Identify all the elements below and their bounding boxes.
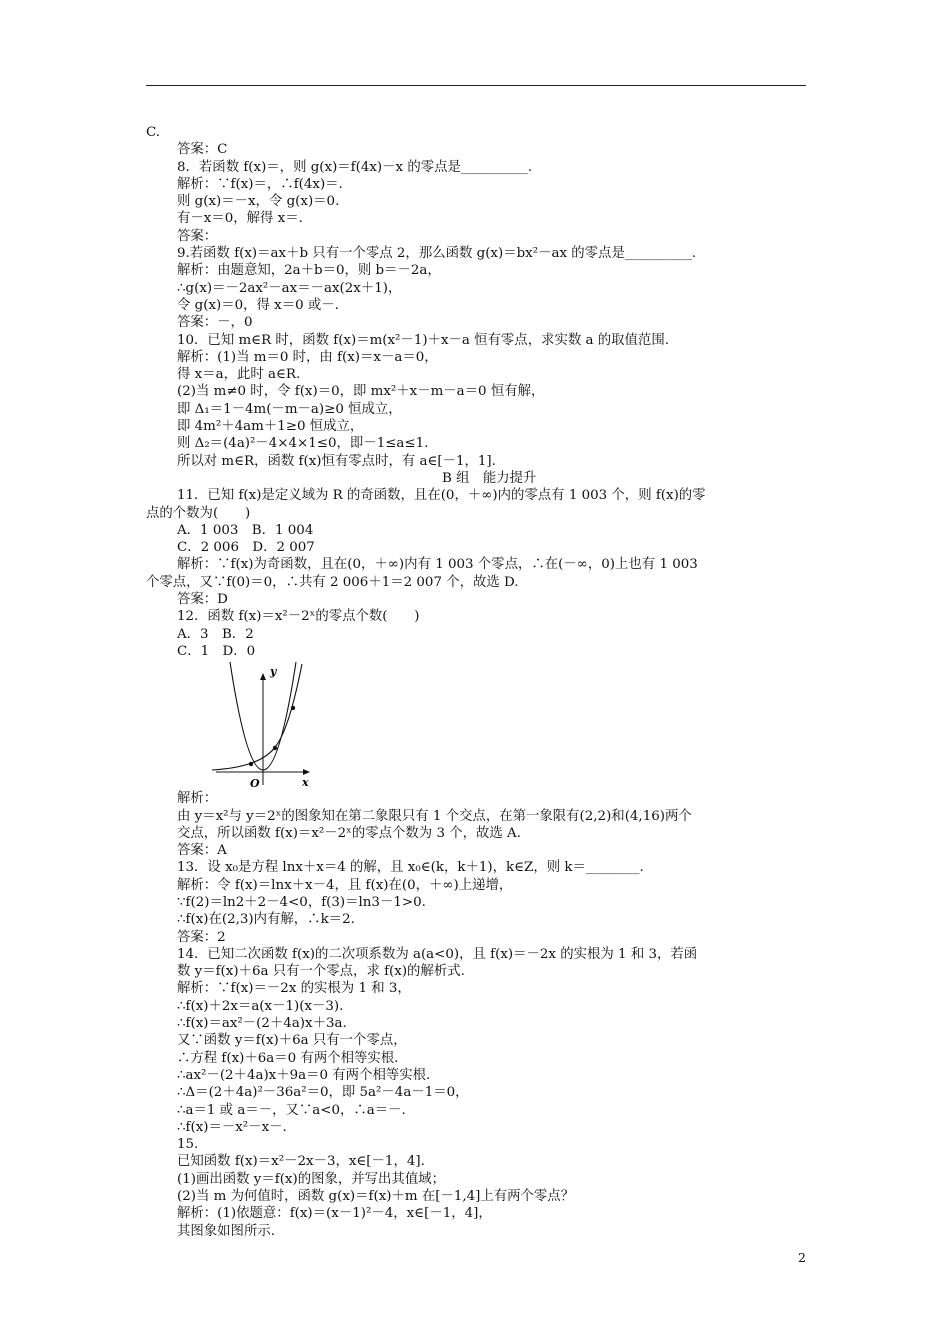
text-line: 解析：令 f(x)＝lnx＋x－4，且 f(x)在(0，＋∞)上递增， bbox=[177, 877, 513, 893]
text-line: 所以对 m∈R，函数 f(x)恒有零点时，有 a∈[－1，1]. bbox=[177, 453, 496, 469]
y-axis-arrow-icon bbox=[260, 673, 266, 680]
text-line: (2)当 m 为何值时，函数 g(x)＝f(x)＋m 在[－1,4]上有两个零点？ bbox=[177, 1189, 575, 1205]
text-line: 解析：∵f(x)为奇函数，且在(0，＋∞)内有 1 003 个零点，∴在(－∞，0)上也有 1 003 bbox=[177, 557, 698, 573]
text-line: 解析：∵f(x)＝，∴f(4x)＝. bbox=[177, 176, 343, 192]
text-line: C．2 006 D．2 007 bbox=[177, 540, 315, 556]
text-line: 其图象如图所示. bbox=[177, 1223, 275, 1239]
function-graph bbox=[206, 660, 316, 790]
text-line: 10．已知 m∈R 时，函数 f(x)＝m(x²－1)＋x－a 恒有零点，求实数 a 的取值范围. bbox=[177, 332, 669, 348]
curve-two-power-x bbox=[212, 664, 302, 770]
intersection-point-middle bbox=[273, 746, 277, 750]
text-line: C. bbox=[146, 125, 161, 140]
text-line: 8．若函数 f(x)＝，则 g(x)＝f(4x)－x 的零点是__________. bbox=[177, 159, 533, 175]
text-line: 解析： bbox=[177, 791, 218, 807]
intersection-point-left bbox=[249, 762, 253, 766]
page-content bbox=[146, 124, 806, 1240]
text-line: 解析：∵f(x)＝－2x 的实根为 1 和 3， bbox=[177, 981, 411, 997]
text-line: 点的个数为( ) bbox=[146, 505, 251, 521]
text-block-top bbox=[146, 124, 806, 660]
x-axis-arrow-icon bbox=[303, 769, 310, 775]
text-line: 解析：由题意知，2a＋b＝0，则 b＝－2a， bbox=[177, 263, 441, 279]
text-line: 即 4m²＋4am＋1≥0 恒成立， bbox=[177, 419, 364, 435]
text-line: ∴g(x)＝－2ax²－ax＝－ax(2x＋1)， bbox=[177, 280, 402, 296]
text-line: ∴方程 f(x)＋6a＝0 有两个相等实根. bbox=[177, 1050, 399, 1066]
text-line: 解析：(1)当 m＝0 时，由 f(x)＝x－a＝0， bbox=[177, 349, 438, 365]
text-line: ∴a＝1 或 a＝－，又∵a<0，∴a＝－. bbox=[177, 1102, 406, 1118]
text-line: ∴f(x)＝ax²－(2＋4a)x＋3a. bbox=[177, 1016, 347, 1032]
text-line: B 组 能力提升 bbox=[442, 470, 537, 486]
text-line: 即 Δ₁＝1－4m(－m－a)≥0 恒成立， bbox=[177, 401, 402, 417]
text-line: 答案：2 bbox=[177, 929, 226, 945]
text-line: 9.若函数 f(x)＝ax＋b 只有一个零点 2，那么函数 g(x)＝bx²－ax 的零点是__________. bbox=[177, 246, 697, 262]
text-line: 得 x＝a，此时 a∈R. bbox=[177, 367, 301, 383]
text-line: 有－x＝0，解得 x＝. bbox=[177, 211, 303, 227]
text-line: ∴f(x)＋2x＝a(x－1)(x－3). bbox=[177, 998, 344, 1014]
text-line: 12．函数 f(x)＝x²－2ˣ的零点个数( ) bbox=[177, 609, 420, 625]
text-line: A．1 003 B．1 004 bbox=[177, 522, 314, 538]
text-line: ∵f(2)＝ln2＋2－4<0，f(3)＝ln3－1>0. bbox=[177, 894, 426, 910]
text-line: 11．已知 f(x)是定义域为 R 的奇函数，且在(0，＋∞)内的零点有 1 003 个，则 f(x)的零 bbox=[177, 488, 706, 504]
header-rule bbox=[146, 85, 806, 86]
text-line: ∴f(x)＝－x²－x－. bbox=[177, 1119, 287, 1135]
text-line: 交点，所以函数 f(x)＝x²－2ˣ的零点个数为 3 个，故选 A. bbox=[177, 825, 521, 841]
text-line: (2)当 m≠0 时，令 f(x)＝0，即 mx²＋x－m－a＝0 恒有解， bbox=[177, 384, 545, 400]
y-axis-label: y bbox=[270, 665, 277, 679]
text-line: ∴Δ＝(2＋4a)²－36a²＝0，即 5a²－4a－1＝0， bbox=[177, 1085, 469, 1101]
text-line: 14．已知二次函数 f(x)的二次项系数为 a(a<0)，且 f(x)＝－2x 的实根为 1 和 3，若函 bbox=[177, 946, 698, 962]
text-line: 解析：(1)依题意：f(x)＝(x－1)²－4，x∈[－1，4]， bbox=[177, 1206, 492, 1222]
text-line: 令 g(x)＝0，得 x＝0 或－. bbox=[177, 297, 339, 313]
text-line: 由 y＝x²与 y＝2ˣ的图象知在第二象限只有 1 个交点，在第一象限有(2,2)和(4,16)两个 bbox=[177, 808, 692, 824]
text-line: 则 g(x)＝－x，令 g(x)＝0. bbox=[177, 194, 340, 210]
text-line: 答案：－，0 bbox=[177, 315, 253, 331]
page-number: 2 bbox=[798, 1250, 806, 1265]
text-line: 答案：C bbox=[177, 142, 228, 158]
text-line: C．1 D．0 bbox=[177, 643, 256, 659]
text-line: (1)画出函数 y＝f(x)的图象，并写出其值域； bbox=[177, 1171, 445, 1187]
text-line: ∴f(x)在(2,3)内有解，∴k＝2. bbox=[177, 912, 355, 928]
text-block-bottom bbox=[146, 790, 806, 1240]
text-line: A．3 B．2 bbox=[177, 626, 254, 642]
text-line: 已知函数 f(x)＝x²－2x－3，x∈[－1，4]. bbox=[177, 1154, 425, 1170]
text-line: 答案：A bbox=[177, 843, 227, 859]
x-axis-label: x bbox=[302, 776, 309, 790]
text-line: 个零点，又∵f(0)＝0，∴共有 2 006＋1＝2 007 个，故选 D. bbox=[146, 574, 519, 590]
origin-label: O bbox=[250, 777, 260, 791]
text-line: 答案：D bbox=[177, 592, 228, 608]
text-line: 15. bbox=[177, 1137, 199, 1153]
text-line: ∴ax²－(2＋4a)x＋9a＝0 有两个相等实根. bbox=[177, 1067, 431, 1083]
text-line: 则 Δ₂＝(4a)²－4×4×1≤0，即－1≤a≤1. bbox=[177, 436, 429, 452]
intersection-point-right bbox=[291, 706, 295, 710]
text-line: 答案： bbox=[177, 228, 218, 244]
text-line: 数 y＝f(x)＋6a 只有一个零点，求 f(x)的解析式. bbox=[177, 964, 465, 980]
text-line: 又∵函数 y＝f(x)＋6a 只有一个零点， bbox=[177, 1033, 407, 1049]
text-line: 13．设 x₀是方程 lnx＋x＝4 的解，且 x₀∈(k，k＋1)，k∈Z，则 k＝________. bbox=[177, 860, 644, 876]
figure-block bbox=[146, 660, 806, 790]
